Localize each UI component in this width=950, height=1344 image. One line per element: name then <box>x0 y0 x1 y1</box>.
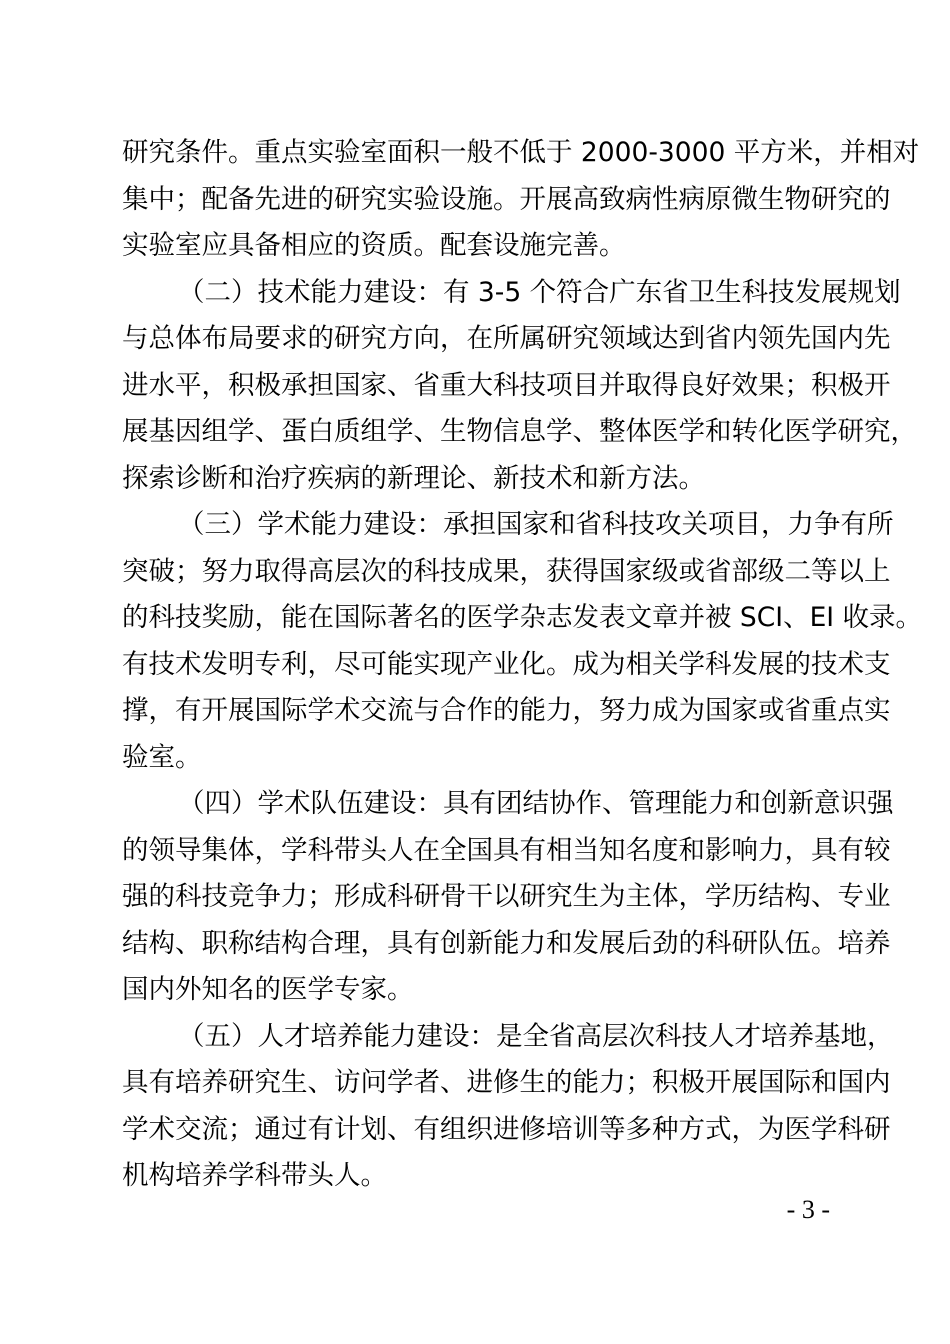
paragraph-first-line: （三）学术能力建设：承担国家和省科技攻关项目，力争有所 <box>178 509 894 540</box>
text-line: 国内外知名的医学专家。 <box>122 974 414 1005</box>
text-line: 集中；配备先进的研究实验设施。开展高致病性病原微生物研究的 <box>122 184 891 215</box>
page-number: - 3 - <box>786 1195 830 1224</box>
text-line: 有技术发明专利，尽可能实现产业化。成为相关学科发展的技术支 <box>122 649 891 680</box>
text-line: 与总体布局要求的研究方向，在所属研究领域达到省内领先国内先 <box>122 323 891 354</box>
text-line: 学术交流；通过有计划、有组织进修培训等多种方式，为医学科研 <box>122 1114 891 1145</box>
text-line: 结构、职称结构合理，具有创新能力和发展后劲的科研队伍。培养 <box>122 928 891 959</box>
text-line: 探索诊断和治疗疾病的新理论、新技术和新方法。 <box>122 463 705 494</box>
text-line: 验室。 <box>122 742 202 773</box>
text-line: 实验室应具备相应的资质。配套设施完善。 <box>122 230 626 261</box>
text-line: 研究条件。重点实验室面积一般不低于 2000-3000 平方米，并相对 <box>122 137 920 168</box>
text-line: 强的科技竞争力；形成科研骨干以研究生为主体，学历结构、专业 <box>122 881 891 912</box>
text-line: 的领导集体，学科带头人在全国具有相当知名度和影响力，具有较 <box>122 835 891 866</box>
text-line: 撑，有开展国际学术交流与合作的能力，努力成为国家或省重点实 <box>122 695 891 726</box>
text-line: 机构培养学科带头人。 <box>122 1160 387 1191</box>
paragraph-first-line: （二）技术能力建设：有 3-5 个符合广东省卫生科技发展规划 <box>178 277 901 308</box>
text-line: 展基因组学、蛋白质组学、生物信息学、整体医学和转化医学研究， <box>122 416 917 447</box>
paragraph-first-line: （四）学术队伍建设：具有团结协作、管理能力和创新意识强 <box>178 788 894 819</box>
text-line: 进水平，积极承担国家、省重大科技项目并取得良好效果；积极开 <box>122 370 891 401</box>
paragraph-first-line: （五）人才培养能力建设：是全省高层次科技人才培养基地， <box>178 1021 894 1052</box>
text-line: 的科技奖励，能在国际著名的医学杂志发表文章并被 SCI、EI 收录。 <box>122 602 923 633</box>
text-line: 突破；努力取得高层次的科技成果，获得国家级或省部级二等以上 <box>122 556 891 587</box>
text-line: 具有培养研究生、访问学者、进修生的能力；积极开展国际和国内 <box>122 1067 891 1098</box>
